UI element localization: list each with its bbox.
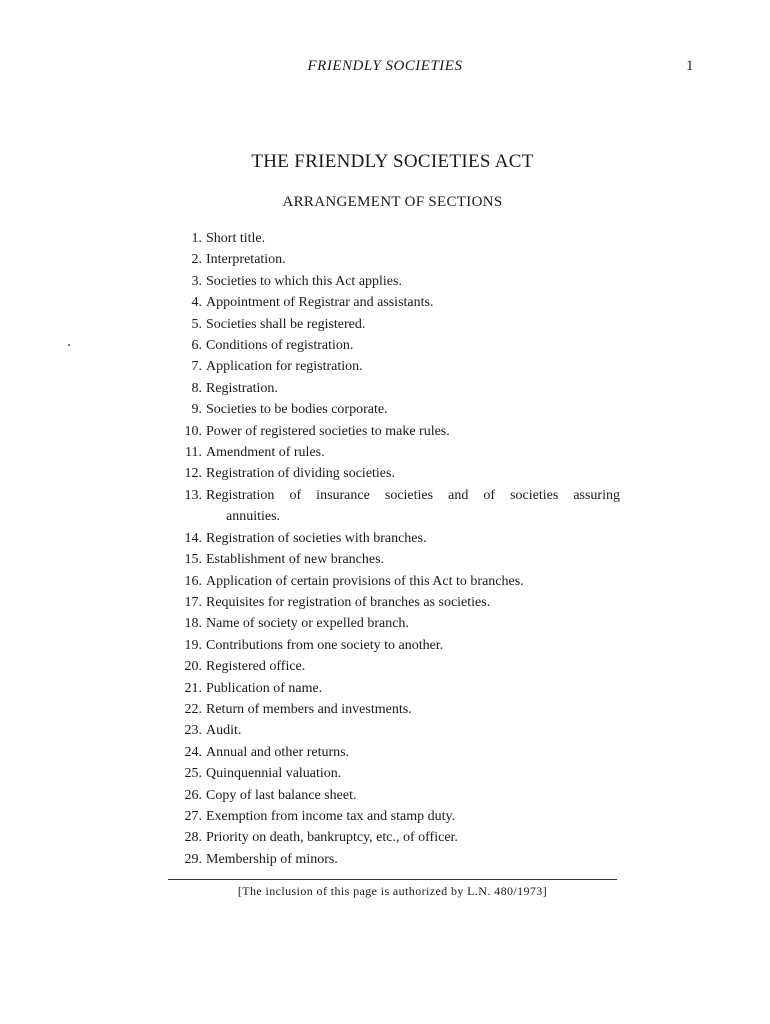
- section-title: Name of society or expelled branch.: [206, 616, 409, 632]
- section-number: 15.: [184, 552, 202, 568]
- section-title-continuation: annuities.: [226, 509, 281, 525]
- footer-rule: [168, 879, 617, 880]
- section-title: Copy of last balance sheet.: [206, 787, 357, 803]
- act-title: THE FRIENDLY SOCIETIES ACT: [251, 151, 534, 172]
- section-title: Societies to which this Act applies.: [206, 273, 402, 289]
- section-title-line: Registration of insurance societies and of societies assuring: [206, 487, 620, 503]
- section-number: 10.: [184, 423, 202, 439]
- section-number: 22.: [184, 701, 202, 717]
- section-title: Establishment of new branches.: [206, 552, 385, 568]
- section-number: 4.: [191, 295, 202, 311]
- section-title: Appointment of Registrar and assistants.: [206, 295, 434, 311]
- section-title: Registration.: [206, 380, 278, 396]
- section-item: [168, 763, 620, 784]
- arrangement-heading: ARRANGEMENT OF SECTIONS: [282, 194, 503, 210]
- section-item: [168, 463, 620, 484]
- section-item: [168, 249, 620, 270]
- section-number: 6.: [191, 338, 202, 354]
- section-item: [168, 571, 620, 592]
- section-title: Annual and other returns.: [206, 744, 350, 760]
- section-item: [168, 785, 620, 806]
- section-item: [168, 549, 620, 570]
- section-title: Exemption from income tax and stamp duty.: [206, 808, 456, 824]
- section-title: Power of registered societies to make rules.: [206, 423, 450, 439]
- section-item: [168, 849, 620, 870]
- section-title: Quinquennial valuation.: [206, 766, 342, 782]
- section-title: Amendment of rules.: [206, 445, 325, 461]
- section-title: Return of members and investments.: [206, 701, 412, 717]
- section-number: 12.: [184, 466, 202, 482]
- section-item: [168, 613, 620, 634]
- sections-list: [168, 228, 620, 870]
- section-title: Audit.: [206, 723, 242, 739]
- section-title: Contributions from one society to another.: [206, 637, 444, 653]
- section-item: [168, 592, 620, 613]
- section-item: [168, 399, 620, 420]
- section-title: Application for registration.: [206, 359, 363, 375]
- section-number: 23.: [184, 723, 202, 739]
- section-number: 13.: [184, 487, 202, 503]
- section-title: Membership of minors.: [206, 851, 338, 867]
- section-item: [168, 485, 620, 528]
- section-item: [168, 314, 620, 335]
- section-title: Publication of name.: [206, 680, 323, 696]
- section-item: [168, 656, 620, 677]
- section-number: 26.: [184, 787, 202, 803]
- section-item: [168, 678, 620, 699]
- section-item: [168, 378, 620, 399]
- section-title: [204, 485, 620, 528]
- section-item: [168, 421, 620, 442]
- page-number: 1: [686, 58, 694, 74]
- section-title: Short title.: [206, 231, 266, 246]
- section-number: 29.: [184, 851, 202, 867]
- section-item: [168, 271, 620, 292]
- section-number: 24.: [184, 744, 202, 760]
- section-number: 3.: [191, 273, 202, 289]
- section-title: Priority on death, bankruptcy, etc., of officer.: [206, 830, 458, 846]
- section-number: 14.: [184, 530, 202, 546]
- section-number: 17.: [184, 594, 202, 610]
- section-number: 8.: [191, 380, 202, 396]
- section-item: [168, 806, 620, 827]
- section-item: [168, 699, 620, 720]
- section-item: [168, 742, 620, 763]
- section-title: Registration of dividing societies.: [206, 466, 395, 482]
- section-item: [168, 827, 620, 848]
- footer-note: [The inclusion of this page is authorized by L.N. 480/1973]: [237, 884, 548, 898]
- section-number: 16.: [184, 573, 202, 589]
- section-title: Conditions of registration.: [206, 338, 354, 354]
- section-item: [168, 528, 620, 549]
- section-title: Registered office.: [206, 659, 306, 675]
- section-number: 18.: [184, 616, 202, 632]
- section-title: Societies shall be registered.: [206, 316, 366, 332]
- section-title: Requisites for registration of branches as societies.: [206, 594, 491, 610]
- section-item: [168, 335, 620, 356]
- section-item: [168, 228, 620, 249]
- section-number: 9.: [191, 402, 202, 418]
- section-number: 21.: [184, 680, 202, 696]
- stray-mark: [68, 344, 70, 346]
- section-title: Application of certain provisions of this Act to branches.: [206, 573, 524, 589]
- section-item: [168, 292, 620, 313]
- section-number: 11.: [185, 445, 202, 461]
- section-number: 1.: [191, 231, 202, 246]
- section-number: 19.: [184, 637, 202, 653]
- section-number: 2.: [191, 252, 202, 268]
- section-title: Interpretation.: [206, 252, 286, 268]
- section-item: [168, 635, 620, 656]
- section-item: [168, 442, 620, 463]
- section-number: 25.: [184, 766, 202, 782]
- section-item: [168, 720, 620, 741]
- running-head: FRIENDLY SOCIETIES: [307, 58, 463, 74]
- section-number: 7.: [191, 359, 202, 375]
- section-number: 28.: [184, 830, 202, 846]
- section-item: [168, 356, 620, 377]
- section-number: 20.: [184, 659, 202, 675]
- section-title: Societies to be bodies corporate.: [206, 402, 388, 418]
- section-title: Registration of societies with branches.: [206, 530, 427, 546]
- section-number: 27.: [184, 808, 202, 824]
- section-number: 5.: [191, 316, 202, 332]
